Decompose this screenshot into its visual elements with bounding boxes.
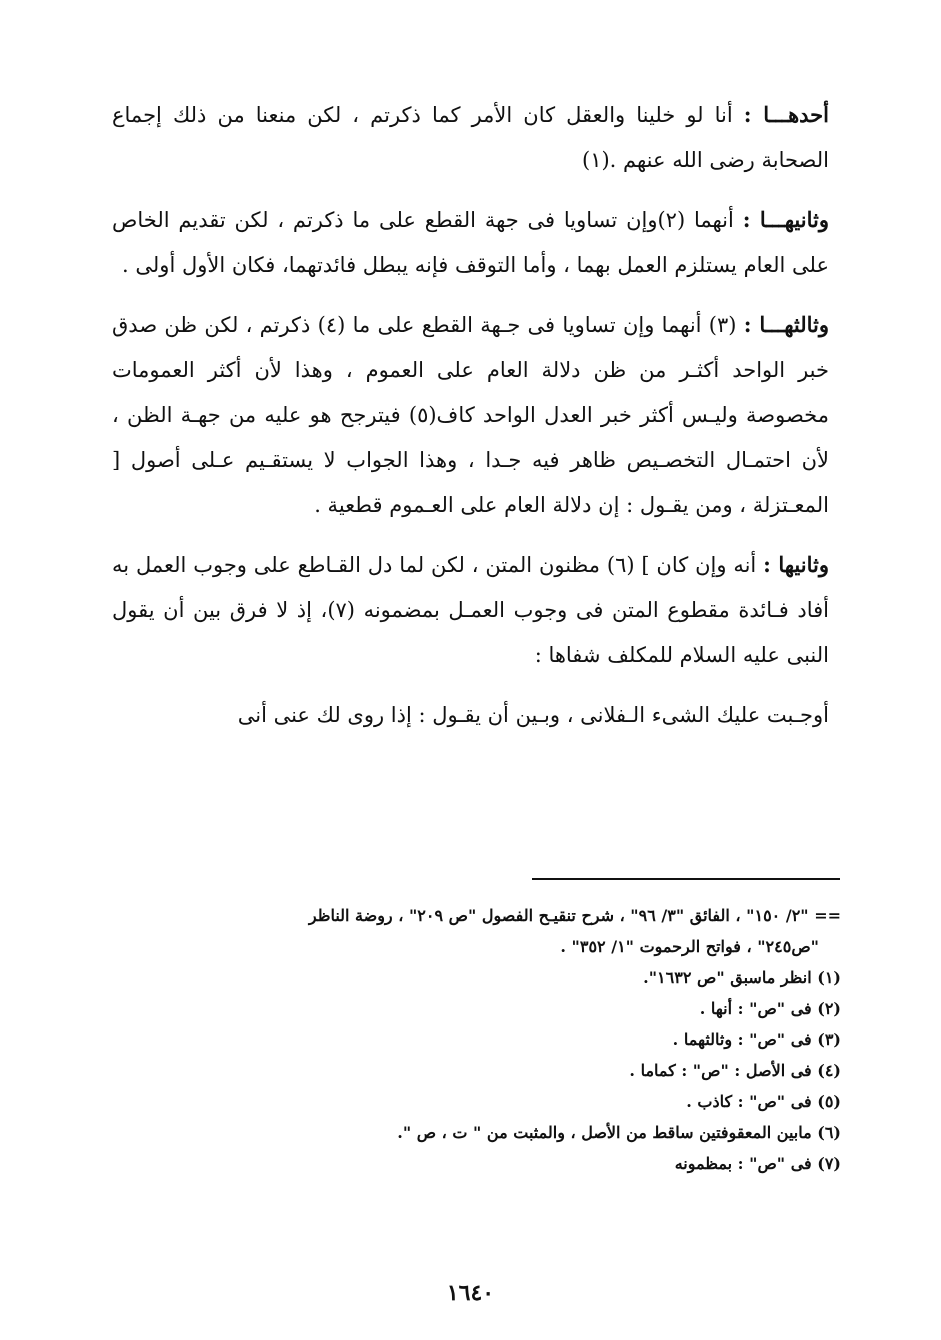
footnote-continuation-line: == "٢/ ١٥٠" ، الفائق "٣/ ٩٦" ، شرح تنقيـح الفصول "ص ٢٠٩" ، روضة الناظر [308,906,841,925]
footnote-2: (٢) فى "ص" : أنها . [699,999,841,1018]
paragraph-5 [112,692,829,738]
paragraph-lead: أحدهـــا : [743,102,829,127]
footnote-1: (١) انظر ماسبق "ص ١٦٣٢". [643,968,841,987]
footnote-continuation-line: "ص٢٤٥" ، فواتح الرحموت "١/ ٣٥٢" . [560,937,819,956]
footnote-separator [532,878,840,880]
footnote-continuation [96,900,841,962]
paragraph-4 [112,542,829,678]
footnote-3: (٣) فى "ص" : وثالثهما . [672,1030,841,1049]
paragraph-3 [112,302,829,528]
paragraph-text: أنا لو خلينا والعقل كان الأمر كما ذكرتم ، لكن منعنا من ذلك إجماع الصحابة رضى الله عنهم .(١) [112,103,829,172]
paragraph-1 [112,92,829,183]
page-number: ١٦٤٠ [446,1280,495,1306]
main-text [112,92,829,752]
paragraph-2 [112,197,829,288]
paragraph-lead: وثالثهـــا : [743,312,829,337]
footnote-4: (٤) فى الأصل : "ص" : كماما . [629,1061,841,1080]
footnote-7: (٧) فى "ص" : بمظمونه [674,1154,841,1173]
paragraph-text: أنه وإن كان ] (٦) مظنون المتن ، لكن لما دل القـاطع على وجوب العمل به أفاد فـائدة مقطوع المتن فى وجوب العمـل بمضمونه (٧)، إذ لا فرق بين أن يقول النبى عليه السلام للمكلف شفاها : [112,553,829,667]
footnote-6: (٦) مابين المعقوفتين ساقط من الأصل ، والمثبت من " ت ، ص ". [397,1123,841,1142]
paragraph-lead: وثانيها : [763,552,829,577]
paragraph-text: أنهما (٢)وإن تساويا فى جهة القطع على ما ذكرتم ، لكن تقديم الخاص على العام يستلزم العمل بهما ، وأما التوقف فإنه يبطل فائدتهما، فكان الأول أولى . [112,208,829,277]
paragraph-text: (٣) أنهما وإن تساويا فى جـهة القطع على ما (٤) ذكرتم ، لكن ظن صدق خبر الواحد أكثـر من ظن دلالة العام على العموم ، وهذا لأن أكثر العمومات مخصوصة وليـس أكثر خبر العدل الواحد كاف(٥) فيترجح هو عليه من جهـة الظن ، لأن احتمـال التخصـيص ظاهر فيه جـدا ، وهذا الجواب لا يستقـيم عـلى أصول [ المعـتزلة ، ومن يقـول : إن دلالة العام على العـموم قطعية . [112,313,829,517]
paragraph-text: أوجـبت عليك الشىء الـفلانى ، وبـين أن يقـول : إذا روى لك عنى أنى [237,703,829,727]
footnotes [96,900,841,1179]
footnote-5: (٥) فى "ص" : كاذب . [686,1092,841,1111]
paragraph-lead: وثانيهـــا : [742,207,829,232]
